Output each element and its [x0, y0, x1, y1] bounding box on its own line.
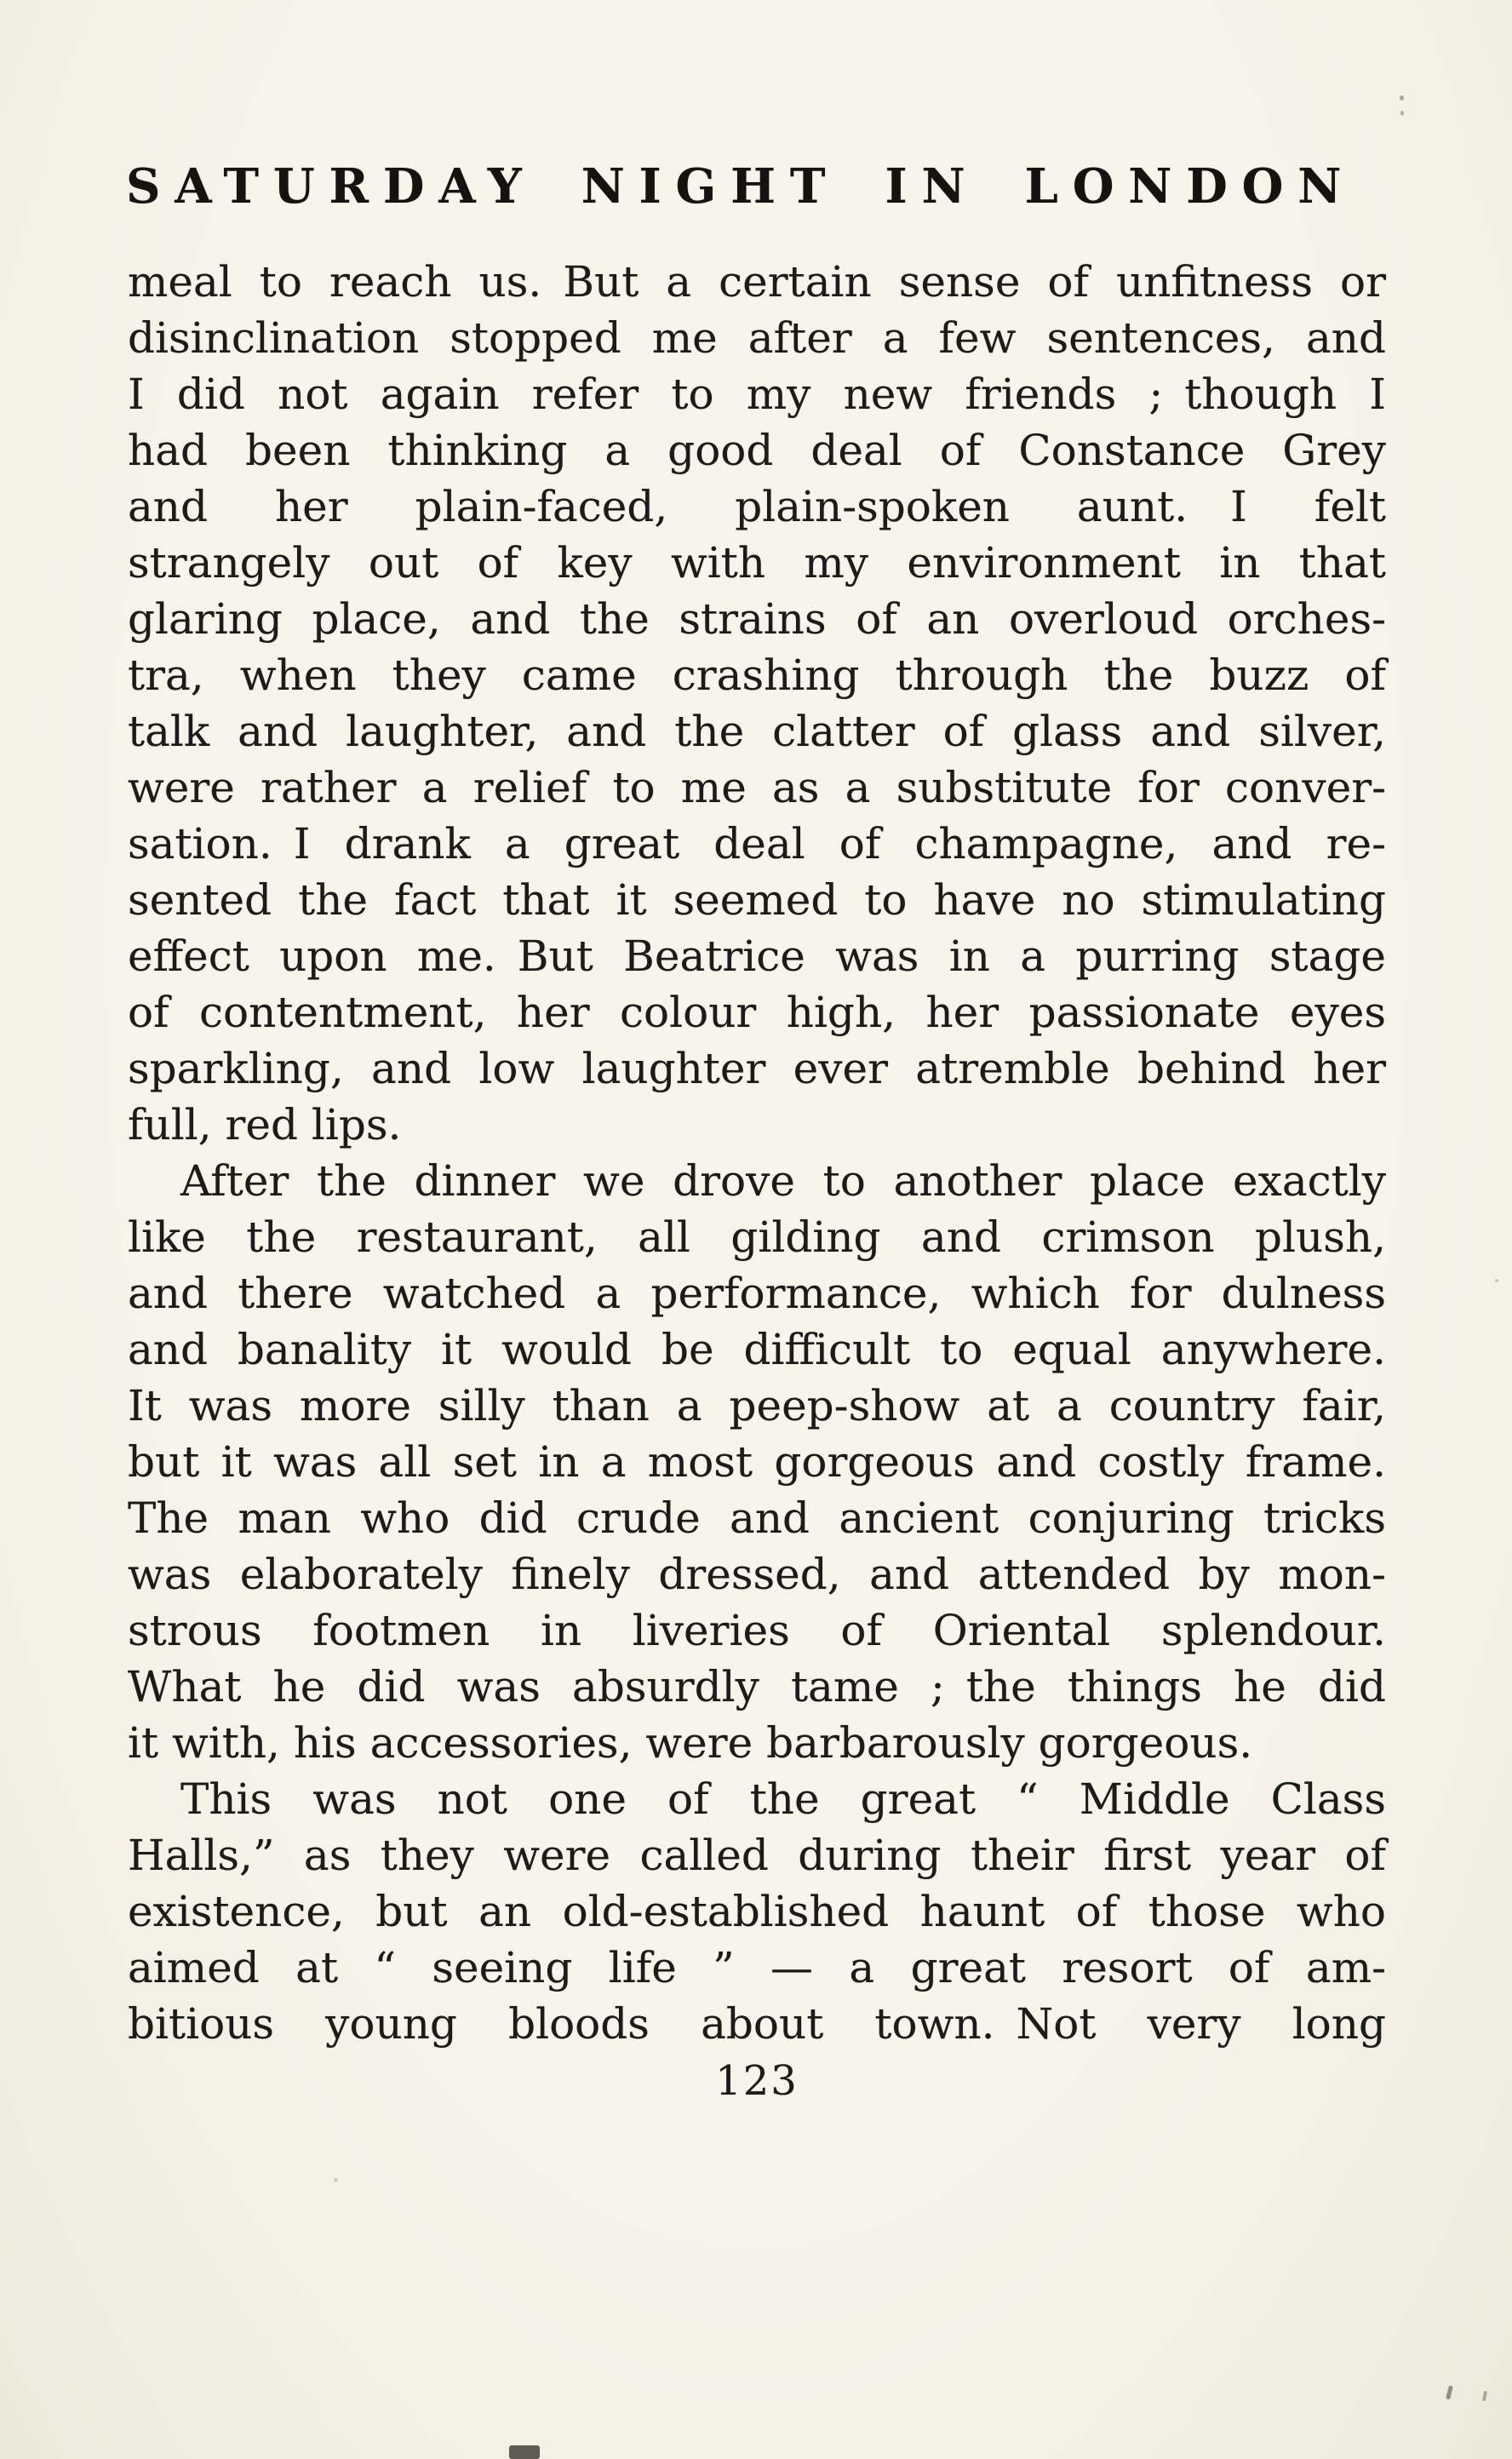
text-line: was elaborately finely dressed, and attended by mon- [128, 1550, 1386, 1599]
text-line: it with, his accessories, were barbarously gorgeous. [128, 1718, 1253, 1768]
scan-artifact [1446, 2386, 1453, 2400]
text-line: I did not again refer to my new friends ; though I [128, 370, 1386, 419]
page-number: 123 [715, 2057, 799, 2105]
text-line: like the restaurant, all gilding and crimson plush, [128, 1212, 1386, 1262]
text-line: and banality it would be difficult to equal anywhere. [128, 1325, 1386, 1374]
scan-artifact [1495, 1279, 1498, 1282]
text-line: It was more silly than a peep-show at a country fair, [128, 1381, 1386, 1430]
page-header: SATURDAY NIGHT IN LONDON [126, 158, 1356, 215]
text-line: glaring place, and the strains of an overloud orches- [128, 594, 1386, 644]
text-line: disinclination stopped me after a few sentences, and [128, 313, 1386, 363]
text-line: strous footmen in liveries of Oriental splendour. [128, 1606, 1386, 1655]
paragraph [128, 1153, 1386, 1771]
text-line: sented the fact that it seemed to have no stimulating [128, 875, 1386, 925]
text-line: strangely out of key with my environment in that [128, 538, 1386, 588]
text-line: After the dinner we drove to another place exactly [180, 1156, 1386, 1206]
scan-artifact [334, 2178, 338, 2182]
body-text [128, 254, 1386, 2052]
scan-artifact [509, 2445, 540, 2459]
text-line: effect upon me. But Beatrice was in a purring stage [128, 931, 1386, 981]
text-line: bitious young bloods about town. Not very long [128, 1999, 1386, 2049]
text-line: had been thinking a good deal of Constance Grey [128, 426, 1386, 475]
paragraph [128, 1771, 1386, 2052]
scan-artifact [1482, 2391, 1487, 2402]
text-line: This was not one of the great “ Middle Class [180, 1774, 1386, 1824]
text-line: existence, but an old-established haunt of those who [128, 1887, 1386, 1936]
text-line: sparkling, and low laughter ever atremble behind her [128, 1044, 1386, 1093]
text-line: aimed at “ seeing life ” — a great resort of am- [128, 1943, 1386, 1992]
scan-artifact [1400, 111, 1404, 116]
text-line: tra, when they came crashing through the buzz of [128, 651, 1386, 700]
text-line: and her plain-faced, plain-spoken aunt. I felt [128, 482, 1386, 531]
scan-artifact [1400, 95, 1404, 100]
text-line: talk and laughter, and the clatter of glass and silver, [128, 707, 1386, 756]
text-line: of contentment, her colour high, her passionate eyes [128, 988, 1386, 1037]
text-line: meal to reach us. But a certain sense of unfitness or [128, 257, 1386, 307]
text-line: but it was all set in a most gorgeous and costly frame. [128, 1437, 1386, 1487]
text-line: The man who did crude and ancient conjuring tricks [128, 1493, 1386, 1543]
text-line: and there watched a performance, which for dulness [128, 1269, 1386, 1318]
paragraph [128, 254, 1386, 1153]
text-line: sation. I drank a great deal of champagne, and re- [128, 819, 1386, 868]
text-line: full, red lips. [128, 1100, 402, 1149]
text-line: What he did was absurdly tame ; the things he did [128, 1662, 1386, 1711]
text-line: Halls,” as they were called during their first year of [128, 1831, 1386, 1880]
text-line: were rather a relief to me as a substitute for conver- [128, 763, 1386, 812]
